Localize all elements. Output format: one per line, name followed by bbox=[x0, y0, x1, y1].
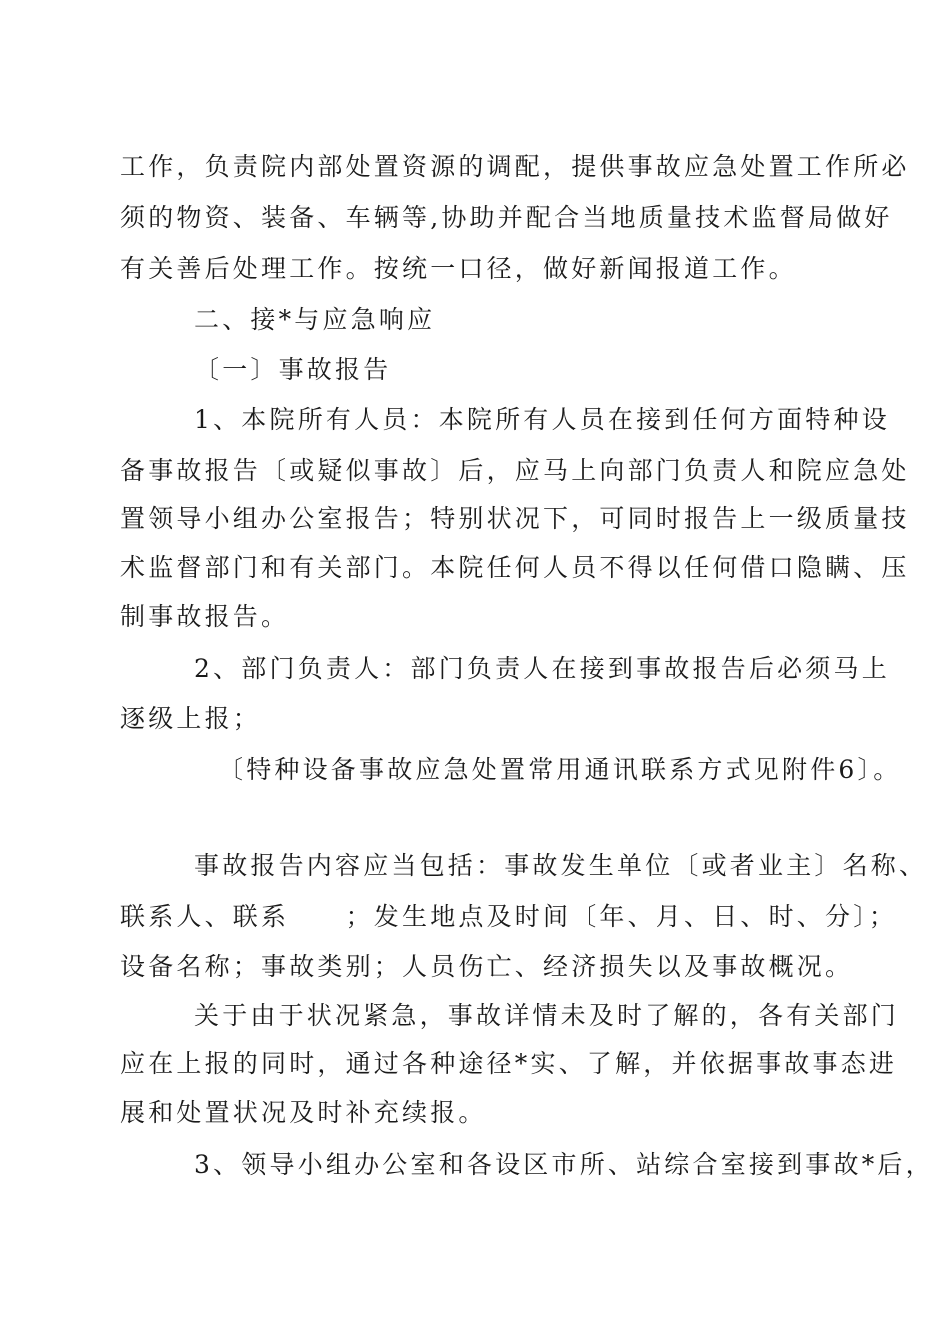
text-line-16: 设备名称；事故类别；人员伤亡、经济损失以及事故概况。 bbox=[120, 952, 854, 981]
text-line-10: 制事故报告。 bbox=[120, 602, 290, 631]
text-line-12: 逐级上报； bbox=[120, 704, 262, 733]
text-line-19: 展和处置状况及时补充续报。 bbox=[120, 1098, 487, 1127]
subsection-heading: 〔一〕事故报告 bbox=[194, 355, 392, 384]
text-line-20: 3、领导小组办公室和各设区市所、站综合室接到事故*后， bbox=[194, 1150, 934, 1179]
text-line-14: 事故报告内容应当包括：事故发生单位〔或者业主〕名称、 bbox=[194, 851, 928, 880]
text-line-2: 须的物资、装备、车辆等,协助并配合当地质量技术监督局做好 bbox=[120, 203, 893, 232]
text-line-18: 应在上报的同时，通过各种途径*实、了解，并依据事故事态进 bbox=[120, 1049, 898, 1078]
text-line-15: 联系人、联系 ；发生地点及时间〔年、月、日、时、分〕； bbox=[120, 902, 898, 931]
text-line-17: 关于由于状况紧急，事故详情未及时了解的，各有关部门 bbox=[194, 1001, 900, 1030]
section-heading: 二、接*与应急响应 bbox=[194, 305, 436, 334]
text-line-8: 置领导小组办公室报告；特别状况下，可同时报告上一级质量技 bbox=[120, 504, 910, 533]
text-line-1: 工作，负责院内部处置资源的调配，提供事故应急处置工作所必 bbox=[120, 152, 910, 181]
text-line-11: 2、部门负责人：部门负责人在接到事故报告后必须马上 bbox=[194, 654, 890, 683]
text-line-13: 〔特种设备事故应急处置常用通讯联系方式见附件6〕。 bbox=[218, 755, 902, 784]
text-line-3: 有关善后处理工作。按统一口径，做好新闻报道工作。 bbox=[120, 254, 797, 283]
text-line-9: 术监督部门和有关部门。本院任何人员不得以任何借口隐瞒、压 bbox=[120, 553, 910, 582]
text-line-7: 备事故报告〔或疑似事故〕后，应马上向部门负责人和院应急处 bbox=[120, 456, 910, 485]
text-line-6: 1、本院所有人员：本院所有人员在接到任何方面特种设 bbox=[194, 405, 890, 434]
